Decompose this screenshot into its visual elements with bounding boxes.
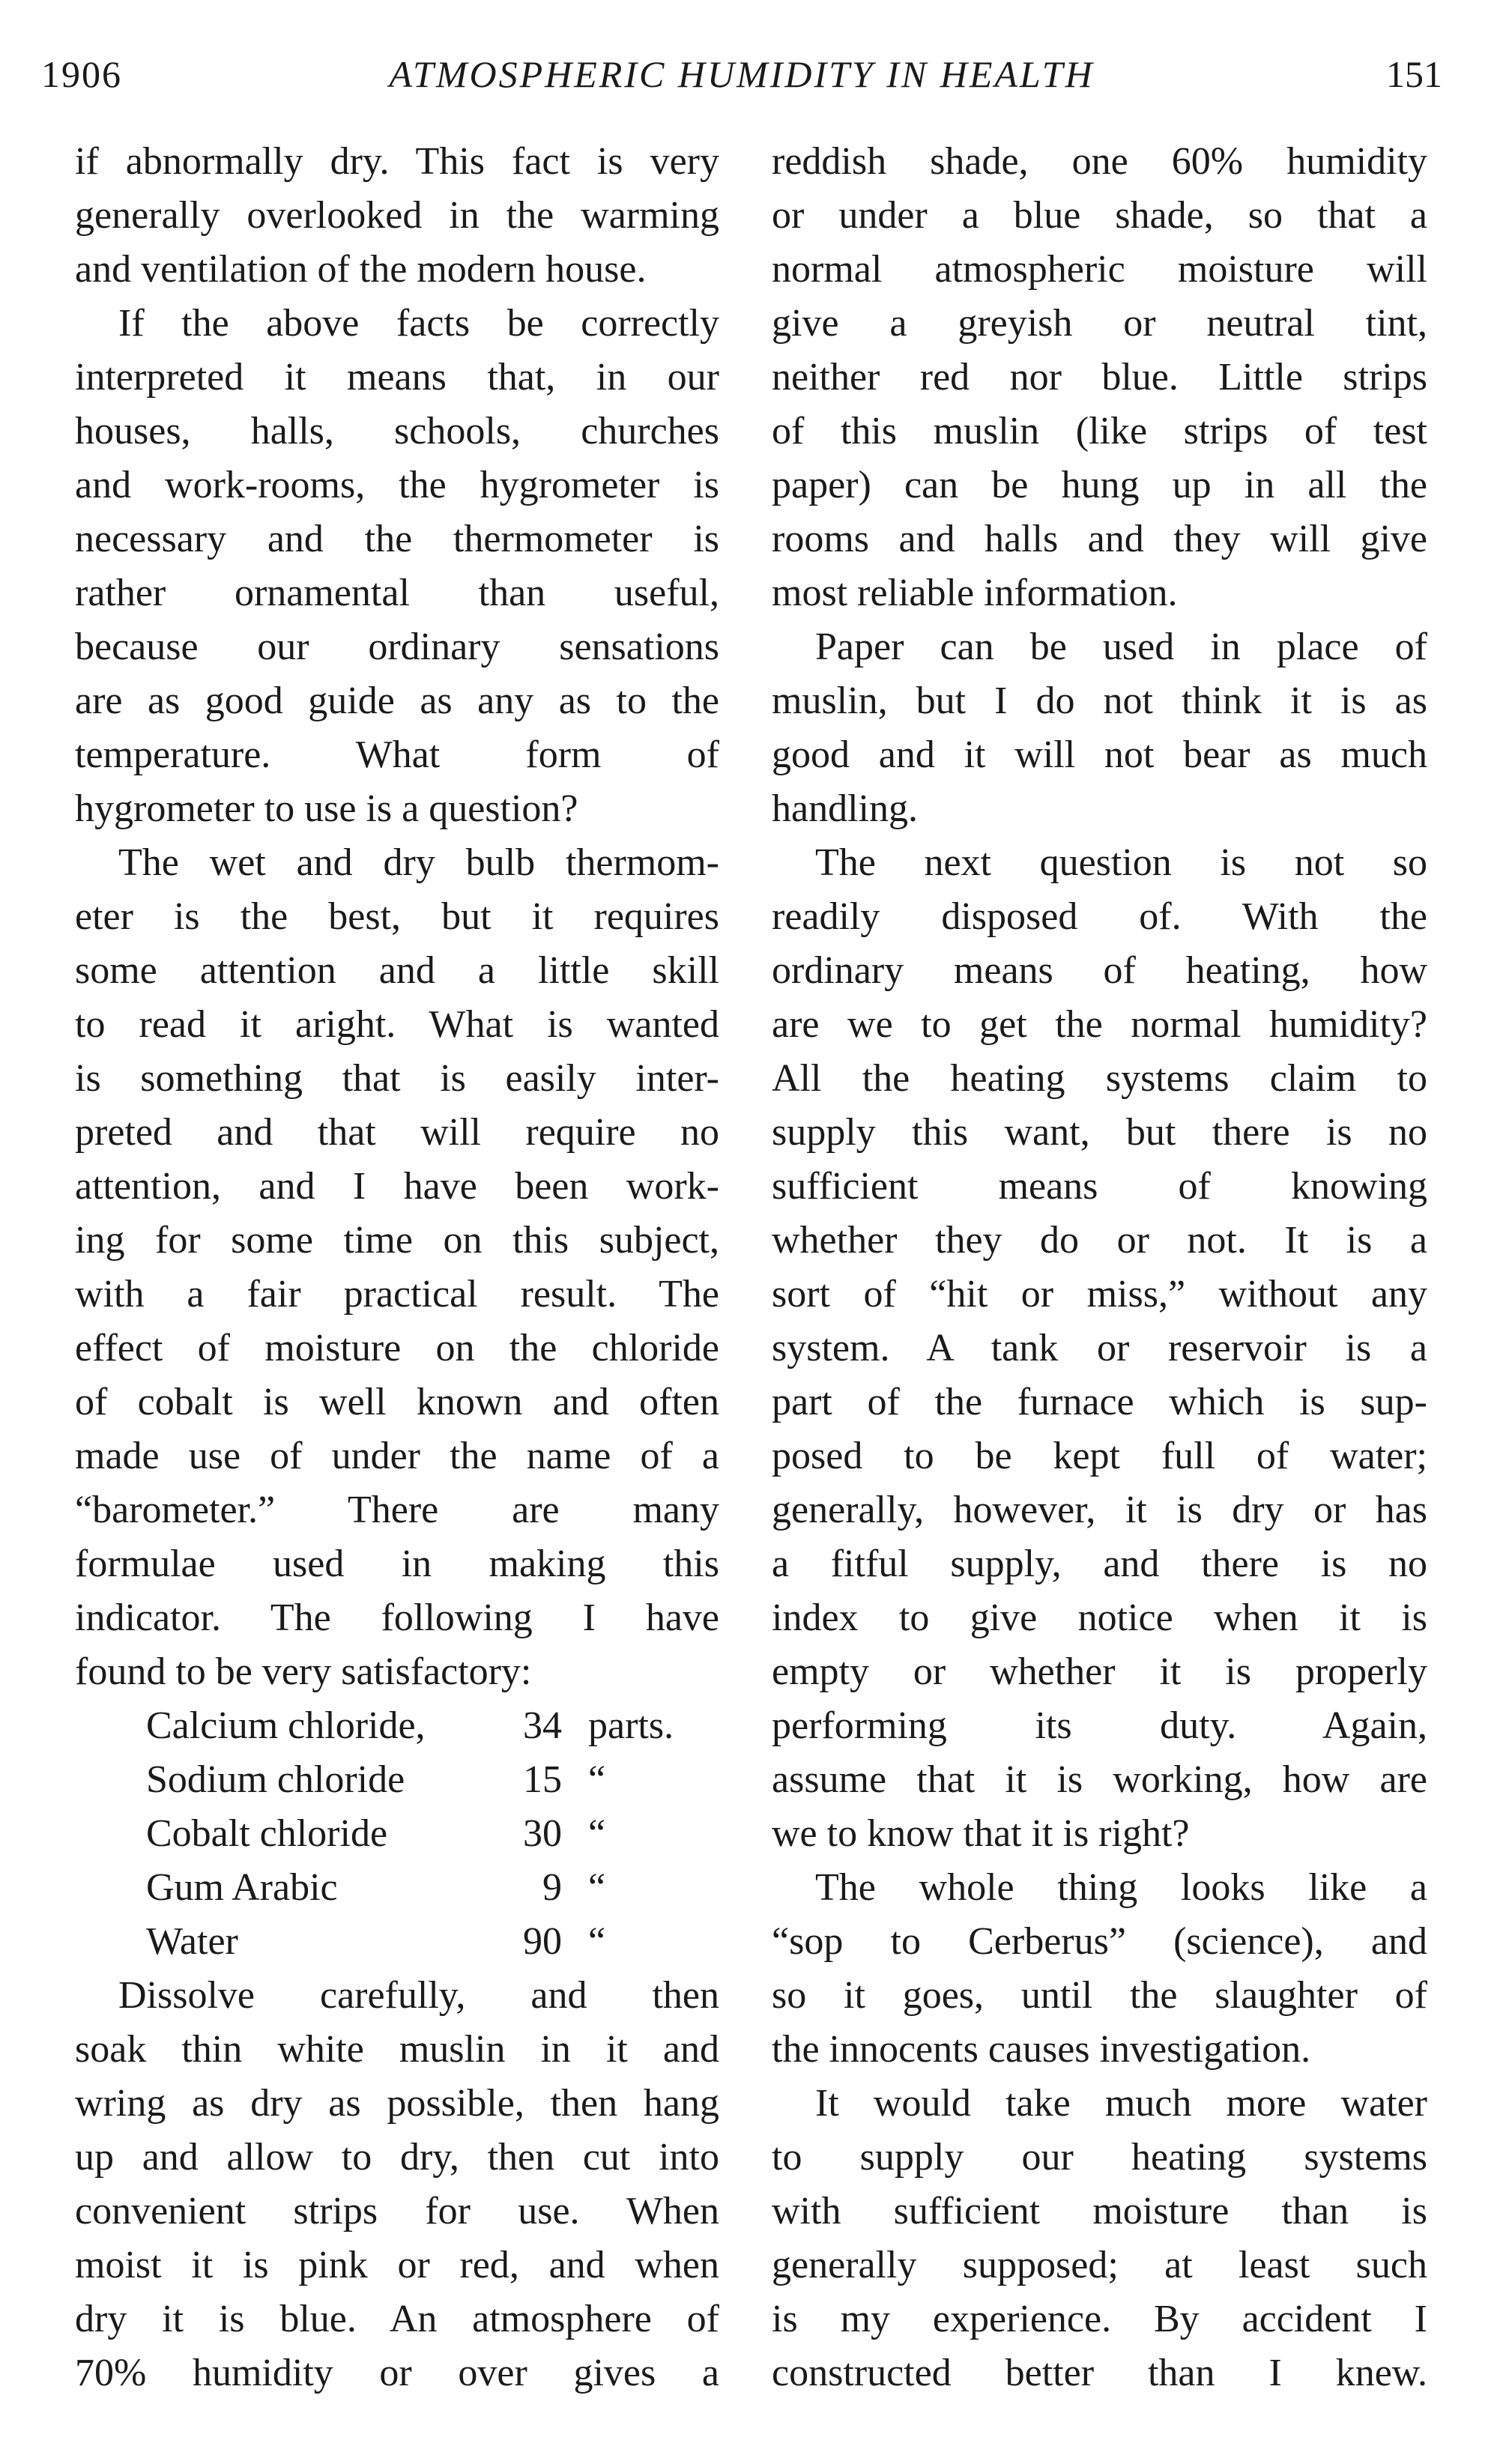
formula-unit: “ bbox=[588, 1920, 606, 1963]
text-line: “barometer.” There are many bbox=[75, 1489, 719, 1531]
text-line: ing for some time on this subject, bbox=[75, 1219, 719, 1262]
text-line: The next question is not so bbox=[815, 841, 1427, 884]
formula-substance: Sodium chloride bbox=[146, 1758, 405, 1801]
formula-unit: “ bbox=[588, 1866, 606, 1909]
paragraph bbox=[772, 1861, 1427, 2077]
text-line: of this muslin (like strips of test bbox=[772, 410, 1427, 452]
paragraph bbox=[772, 135, 1427, 620]
formula-unit: “ bbox=[588, 1812, 606, 1855]
formula-row bbox=[146, 1915, 719, 1969]
text-line: necessary and the thermometer is bbox=[75, 518, 719, 560]
formula-row bbox=[146, 1753, 719, 1807]
text-line: the innocents causes investigation. bbox=[772, 2028, 1311, 2071]
running-title: ATMOSPHERIC HUMIDITY IN HEALTH bbox=[389, 53, 1095, 95]
text-line: paper) can be hung up in all the bbox=[772, 464, 1427, 506]
text-line: is my experience. By accident I bbox=[772, 2298, 1427, 2340]
text-line: if abnormally dry. This fact is very bbox=[75, 140, 719, 183]
text-line: to supply our heating systems bbox=[772, 2136, 1427, 2179]
text-line: found to be very satisfactory: bbox=[75, 1650, 532, 1693]
text-line: so it goes, until the slaughter of bbox=[772, 1974, 1427, 2017]
text-line: and ventilation of the modern house. bbox=[75, 248, 647, 291]
text-line: with sufficient moisture than is bbox=[772, 2190, 1427, 2233]
text-line: handling. bbox=[772, 787, 918, 830]
paragraph bbox=[75, 836, 719, 1699]
text-line: wring as dry as possible, then hang bbox=[75, 2082, 719, 2125]
paragraph bbox=[75, 135, 719, 297]
text-line: made use of under the name of a bbox=[75, 1435, 719, 1477]
text-line: system. A tank or reservoir is a bbox=[772, 1327, 1427, 1369]
text-line: of cobalt is well known and often bbox=[75, 1381, 719, 1423]
formula-amount: 15 bbox=[523, 1758, 562, 1801]
text-line: hygrometer to use is a question? bbox=[75, 787, 578, 830]
formula-substance: Gum Arabic bbox=[146, 1866, 338, 1909]
formula-amount: 30 bbox=[523, 1812, 562, 1855]
text-line: effect of moisture on the chloride bbox=[75, 1327, 719, 1369]
formula-amount: 90 bbox=[523, 1920, 562, 1963]
text-line: some attention and a little skill bbox=[75, 949, 719, 992]
text-line: All the heating systems claim to bbox=[772, 1057, 1427, 1100]
text-line: most reliable information. bbox=[772, 572, 1178, 614]
formula-amount: 9 bbox=[542, 1866, 562, 1909]
text-line: soak thin white muslin in it and bbox=[75, 2028, 719, 2071]
text-line: with a fair practical result. The bbox=[75, 1273, 719, 1316]
text-line: give a greyish or neutral tint, bbox=[772, 302, 1427, 345]
text-line: supply this want, but there is no bbox=[772, 1111, 1427, 1154]
text-line: interpreted it means that, in our bbox=[75, 356, 719, 399]
text-line: attention, and I have been work- bbox=[75, 1165, 719, 1208]
text-line: or under a blue shade, so that a bbox=[772, 194, 1427, 237]
text-line: generally supposed; at least such bbox=[772, 2244, 1427, 2286]
text-line: empty or whether it is properly bbox=[772, 1650, 1427, 1693]
text-line: neither red nor blue. Little strips bbox=[772, 356, 1427, 399]
text-line: moist it is pink or red, and when bbox=[75, 2244, 719, 2286]
text-line: sort of “hit or miss,” without any bbox=[772, 1273, 1427, 1316]
text-line: generally, however, it is dry or has bbox=[772, 1489, 1427, 1531]
text-line: The wet and dry bulb thermom- bbox=[118, 841, 719, 884]
text-line: temperature. What form of bbox=[75, 733, 719, 776]
text-line: formulae used in making this bbox=[75, 1543, 719, 1585]
text-line: posed to be kept full of water; bbox=[772, 1435, 1427, 1477]
text-line: It would take much more water bbox=[815, 2082, 1427, 2125]
text-line: Dissolve carefully, and then bbox=[118, 1974, 719, 2017]
text-line: are as good guide as any as to the bbox=[75, 679, 719, 722]
header-year: 1906 bbox=[41, 53, 122, 95]
formula-row bbox=[146, 1699, 719, 1753]
text-line: indicator. The following I have bbox=[75, 1596, 719, 1639]
text-line: preted and that will require no bbox=[75, 1111, 719, 1154]
text-line: and work-rooms, the hygrometer is bbox=[75, 464, 719, 506]
formula-amount: 34 bbox=[523, 1704, 562, 1747]
formula-table bbox=[146, 1699, 719, 1969]
text-line: readily disposed of. With the bbox=[772, 895, 1427, 938]
text-line: dry it is blue. An atmosphere of bbox=[75, 2298, 719, 2340]
text-line: If the above facts be correctly bbox=[118, 302, 719, 345]
formula-substance: Calcium chloride, bbox=[146, 1704, 426, 1747]
text-line: assume that it is working, how are bbox=[772, 1758, 1427, 1801]
text-line: good and it will not bear as much bbox=[772, 733, 1427, 776]
text-line: 70% humidity or over gives a bbox=[75, 2352, 719, 2394]
text-line: because our ordinary sensations bbox=[75, 626, 719, 668]
formula-row bbox=[146, 1807, 719, 1861]
text-line: normal atmospheric moisture will bbox=[772, 248, 1427, 291]
paragraph bbox=[772, 2077, 1427, 2400]
text-line: to read it aright. What is wanted bbox=[75, 1003, 719, 1046]
text-line: whether they do or not. It is a bbox=[772, 1219, 1427, 1262]
text-line: houses, halls, schools, churches bbox=[75, 410, 719, 452]
paragraph bbox=[772, 836, 1427, 1861]
text-line: part of the furnace which is sup- bbox=[772, 1381, 1427, 1423]
text-line: muslin, but I do not think it is as bbox=[772, 679, 1427, 722]
text-line: we to know that it is right? bbox=[772, 1812, 1190, 1855]
formula-substance: Water bbox=[146, 1920, 238, 1963]
paragraph bbox=[75, 1969, 719, 2400]
text-line: reddish shade, one 60% humidity bbox=[772, 140, 1427, 183]
text-line: are we to get the normal humidity? bbox=[772, 1003, 1427, 1046]
text-line: rooms and halls and they will give bbox=[772, 518, 1427, 560]
left-column bbox=[75, 135, 719, 2400]
paragraph bbox=[772, 620, 1427, 836]
right-column bbox=[772, 135, 1427, 2400]
text-line: generally overlooked in the warming bbox=[75, 194, 719, 237]
running-header bbox=[41, 52, 1442, 105]
page-number: 151 bbox=[1386, 53, 1442, 95]
text-line: index to give notice when it is bbox=[772, 1596, 1427, 1639]
text-line: rather ornamental than useful, bbox=[75, 572, 719, 614]
formula-row bbox=[146, 1861, 719, 1915]
text-line: convenient strips for use. When bbox=[75, 2190, 719, 2233]
text-line: is something that is easily inter- bbox=[75, 1057, 719, 1100]
text-line: up and allow to dry, then cut into bbox=[75, 2136, 719, 2179]
text-line: “sop to Cerberus” (science), and bbox=[772, 1920, 1427, 1963]
text-line: Paper can be used in place of bbox=[815, 626, 1427, 668]
formula-unit: “ bbox=[588, 1758, 606, 1801]
text-line: eter is the best, but it requires bbox=[75, 895, 719, 938]
text-line: ordinary means of heating, how bbox=[772, 949, 1427, 992]
formula-substance: Cobalt chloride bbox=[146, 1812, 388, 1855]
text-line: performing its duty. Again, bbox=[772, 1704, 1427, 1747]
text-line: sufficient means of knowing bbox=[772, 1165, 1427, 1208]
formula-unit: parts. bbox=[588, 1704, 674, 1747]
paragraph bbox=[75, 297, 719, 836]
text-line: a fitful supply, and there is no bbox=[772, 1543, 1427, 1585]
text-line: constructed better than I knew. bbox=[772, 2352, 1427, 2394]
text-line: The whole thing looks like a bbox=[815, 1866, 1427, 1909]
